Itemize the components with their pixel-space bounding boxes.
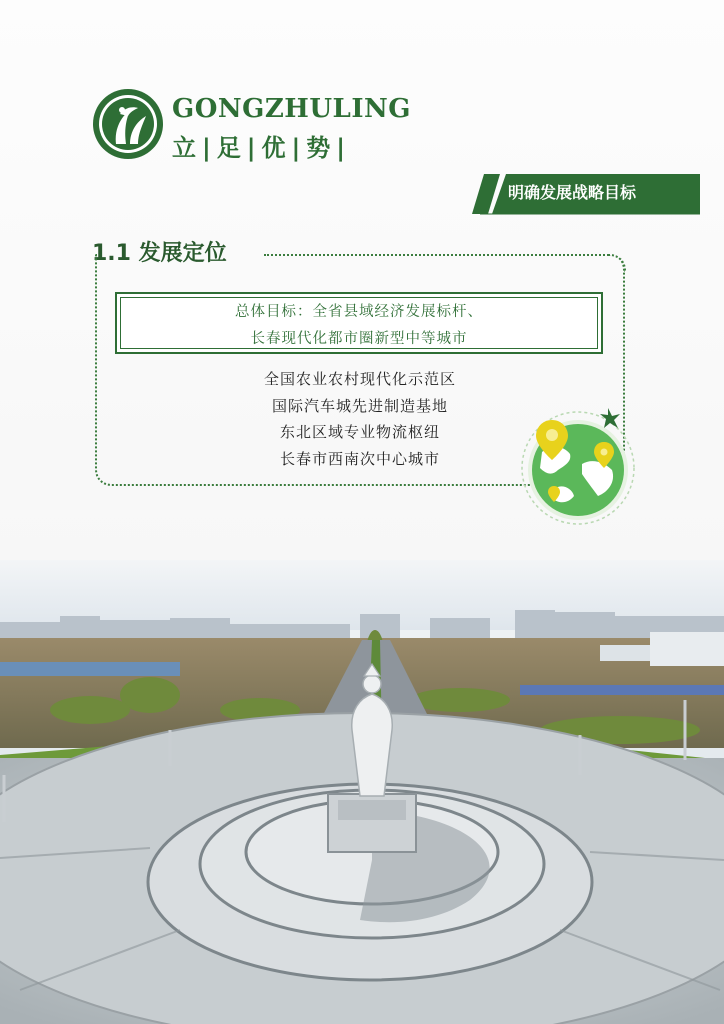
- list-item: 全国农业农村现代化示范区: [263, 370, 456, 388]
- city-plaza-photo: [0, 560, 724, 1024]
- overall-target-box: [115, 292, 603, 354]
- target-line-2: 长春现代化都市圈新型中等城市: [250, 331, 468, 347]
- gongzhuling-logo-icon: [90, 86, 166, 162]
- section-heading: 1.1 发展定位: [92, 241, 227, 266]
- list-item: 长春市西南次中心城市: [279, 449, 440, 468]
- content-frame-corner: [608, 254, 626, 272]
- list-item: 国际汽车城先进制造基地: [271, 396, 448, 415]
- brand-name-en: GONGZHULING: [172, 94, 411, 124]
- globe-location-icon: [512, 404, 642, 526]
- list-item: 东北区域专业物流枢纽: [279, 423, 440, 441]
- banner-label: 明确发展战略目标: [508, 183, 637, 202]
- positioning-list: [160, 366, 560, 472]
- target-line-1: 总体目标：全省县域经济发展标杆、: [235, 304, 483, 320]
- brand-slogan-zh: 立|足|优|势|: [172, 134, 352, 162]
